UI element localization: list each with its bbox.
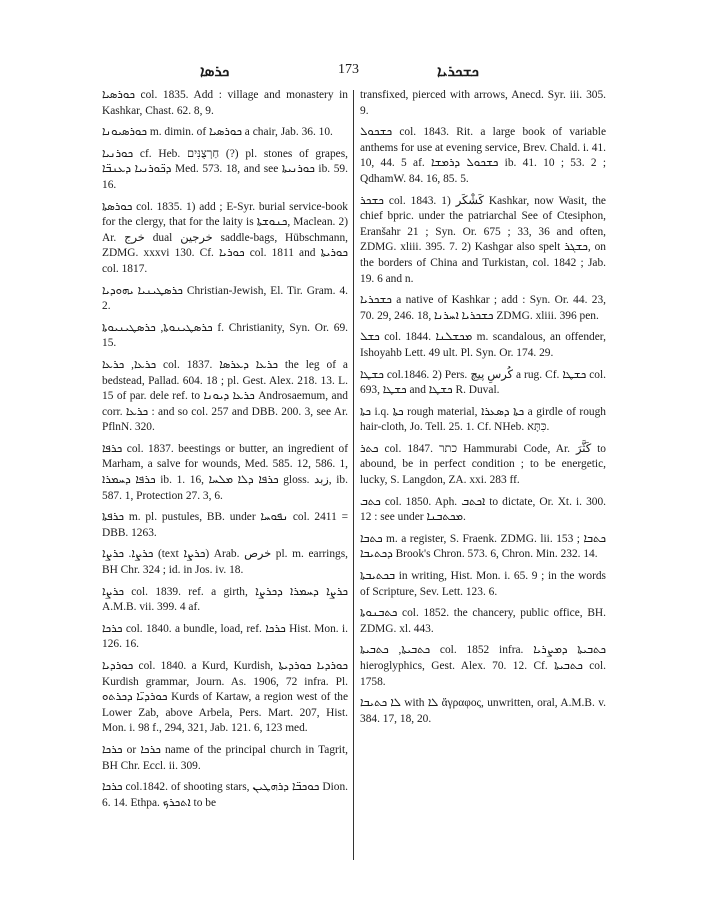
dictionary-entry: ܟܪܦܬܐ m. pl. pustules, BB. under ܢܦܘܚܐ col. 2411 = DBB. 1263. — [102, 511, 348, 539]
dictionary-entry: ܠܐ ܟܬܝܒܐ with ܠܐ ἄγραφος, unwritten, oral, A.M.B. v. 384. 17, 18, 20. — [360, 697, 607, 725]
dictionary-entry: ܟܪܦܐ col. 1837. beestings or butter, an ingredient of Marham, a salve for wounds, Med. 585. 12, 586. 1, ܟܪܦܐ ܕܚܡܪܐ ib. 1. 16, ܟܪܦܐ ܕܠܐ ܡܠܚܐ gloss. زبد, ib. 587. 1, Protection 27. 3, 6. — [102, 442, 348, 502]
dictionary-entry: ܟܪܟܐ or ܟܪܟܐ name of the principal church in Tagrit, BH Chr. Eccl. ii. 309. — [102, 743, 348, 772]
dictionary-entry: ܟܪܨܐ col. 1839. ref. a girth, ܟܪܨܐ ܕܚܡܪܐ ܕܟܪܨܐ A.M.B. vii. 399. 4 af. — [102, 585, 348, 614]
dictionary-entry: ܟܬܒܐ m. a register, S. Fraenk. ZDMG. lii. 153 ; ܟܬܒܐ ܕܟܬܝܒܐ Brook's Chron. 573. 6, Chron. Min. 232. 14. — [360, 532, 606, 561]
column-divider — [353, 90, 354, 860]
dictionary-entry: ܟܬܐ i.q. ܟܬܐ rough material, ܟܬܐ ܕܣܥܪܐ a girdle of rough hair-cloth, Jo. Tell. 25. 1. Cf. NHeb. כִּתָּא. — [360, 405, 607, 434]
dictionary-entry: ܟܬܒܢܘܬܐ col. 1852. the chancery, public office, BH. ZDMG. xl. 443. — [360, 607, 606, 635]
dictionary-entry: ܟܘܪܣܝܐ col. 1835. Add : village and monastery in Kashkar, Chast. 62. 8, 9. — [102, 89, 348, 117]
dictionary-entry: ܟܘܪܣܝܘܢܐ m. dimin. of ܟܘܪܣܝܐ a chair, Jab. 36. 10. — [102, 126, 333, 139]
dictionary-entry: ܒܟܬܝܒܬܐ in writing, Hist. Mon. i. 65. 9 ; in the words of Scripture, Sev. Lett. 123. 6. — [360, 570, 606, 598]
page-number: 173 — [338, 62, 359, 77]
dictionary-entry: ܟܪܟܐ col.1842. of shooting stars, ܟܘܟܒ̈ܐ ܕܪܗܛܝܢ Dion. 6. 14. Ethpa. ܐܬܟܪܟ to be — [102, 781, 348, 809]
dictionary-entry: ܟܫܛܐ col.1846. 2) Pers. کُرسِ پیچ a rug. Cf. ܟܫܛܐ col. 693, ܟܫܛܐ and ܟܫܛܐ R. Duval. — [360, 368, 606, 397]
dictionary-entry: ܟܬܒܝܬܐ, ܟܬܒܝܬܐ col. 1852 infra. ܟܬܒܝܬܐ ܕܡܨܪܝܐ hieroglyphics, Gest. Alex. 70. 12. Cf. ܟܬܒܝܬܐ col. 1758. — [360, 644, 606, 688]
dictionary-entry: ܟܫܟܪܝܐ a native of Kashkar ; add : Syn. Or. 44. 23, 70. 29, 246. 18, ܟܫܟܪܝܐ ܐܚܪܢܐ ZDMG. xliii. 396 pen. — [360, 294, 606, 322]
header-right-headword: ܟܫܟܪܝܐ — [437, 62, 479, 80]
left-column — [102, 88, 348, 817]
right-column — [360, 88, 606, 733]
dictionary-entry: ܟܪܟܐ col. 1840. a bundle, load, ref. ܟܪܟܐ Hist. Mon. i. 126. 16. — [102, 622, 348, 651]
dictionary-entry: ܟܪܣܛܝܢܘܬܐ, ܟܪܣܛܝܢܝܘܬܐ f. Christianity, Syn. Or. 69. 15. — [102, 321, 348, 350]
dictionary-entry: ܟܘܪܢܝܐ cf. Heb. חַרְצֻנִּים (?) pl. stones of grapes, ܕܟ̈ܘܪܢܝܐ ܕܥܢܒ̈ܐ Med. 573. 18, and see ܟܘܪܢܝܬܐ ib. 59. 16. — [102, 147, 348, 191]
running-header — [0, 60, 714, 82]
dictionary-entry: ܟܫܟܪ col. 1843. 1) كَشْكَر Kashkar, now Wasit, the chief bpric. under the patriarchal See of Ctesiphon, Eranšahr 21 ; Syn. Or. 675 ; 33, 36 and often, ZDMG. xliii. 395. 7. 2) Kashgar also spelt ܟܫܓܪ, on the borders of China and Turkistan, col. 1842 ; Jab. 19. 6 and n. — [360, 194, 606, 285]
dictionary-entry: ܟܪܥܐ, ܟܪܥܐ col. 1837. ܟܪܥܐ ܕܥܪܣܐ the leg of a bedstead, Pallad. 604. 18 ; pl. Gest. Alex. 218. 13. L. 15 of par. dele ref. to ܟܪܥܐ ܕܝܘܢܐ Androsaemum, and corr. ܟܪܥܐ : and so col. 257 and DBB. 200. 3, see Ar. PflnN. 320. — [102, 358, 348, 434]
dictionary-entry: ܟܬܒ col. 1850. Aph. ܐܟܬܒ to dictate, Or. Xt. i. 300. 12 : see under ܡܟܬܒܢܐ. — [360, 495, 606, 524]
dictionary-entry: ܟܬܪ col. 1847. כתר Hammurabi Code, Ar. كَثَّرَ to abound, be in perfect condition ; to be energetic, lucky, S. Langdon, ZA. xxi. 283 ff. — [360, 442, 607, 487]
dictionary-entry: ܟܪܣܛܝܢܝܐ ܝܗܘܕܝܐ Christian-Jewish, El. Tir. Gram. 4. 2. — [102, 284, 348, 313]
header-left-headword: ܟܪܣܐ — [200, 62, 230, 80]
dictionary-entry: transfixed, pierced with arrows, Anecd. Syr. iii. 305. 9. — [360, 89, 606, 117]
dictionary-entry: ܟܘܪܣܬܐ col. 1835. 1) add ; E-Syr. burial service-book for the clergy, that for the laity is ܟܢܘܫܬܐ, Maclean. 2) Ar. خرج dual خرجين saddle-bags, Hübschmann, ZDMG. xxxvi 130. Cf. ܟܘܪܝܐ col. 1811 and ܟܘܪܝܬܐ col. 1817. — [102, 200, 348, 275]
dictionary-entry: ܟܘܪܕܝܐ col. 1840. a Kurd, Kurdish, ܟܘܪܕܝܐ ܟܘܪܕܝܬܐ Kurdish grammar, Journ. As. 1906, 72 infra. Pl. ܟܘܪܕܝ̈ܐ ܕܟܪܬܘ Kurds of Kartaw, a region west of the Lower Zab, above Arbela, Pers. Mart. 207, Hist. Mon. i. 98 f., 294, 321, Jab. 121. 6, 123 med. — [102, 660, 348, 735]
dictionary-entry: ܟܪܨܐ. ܟܪܨܐ (text ܟܪܨܐ) Arab. خرص pl. m. earrings, BH Chr. 324 ; id. in Jos. iv. 18. — [102, 548, 348, 577]
dictionary-entry: ܟܫܟܘܠ col. 1843. Rit. a large book of variable anthems for use at evening service, Brev. Chald. i. 41. 10, 44. 5 af. ܟܫܟܘܠ ܕܪܡܫܐ ib. 41. 10 ; 53. 2 ; QdhamW. 84. 16, 85. 5. — [360, 126, 606, 185]
dictionary-entry: ܟܫܠ col. 1844. ܡܟܫܠܢܐ m. scandalous, an offender, Ishoyahb Lett. 49 ult. Pl. Syn. Or. 174. 29. — [360, 331, 606, 359]
